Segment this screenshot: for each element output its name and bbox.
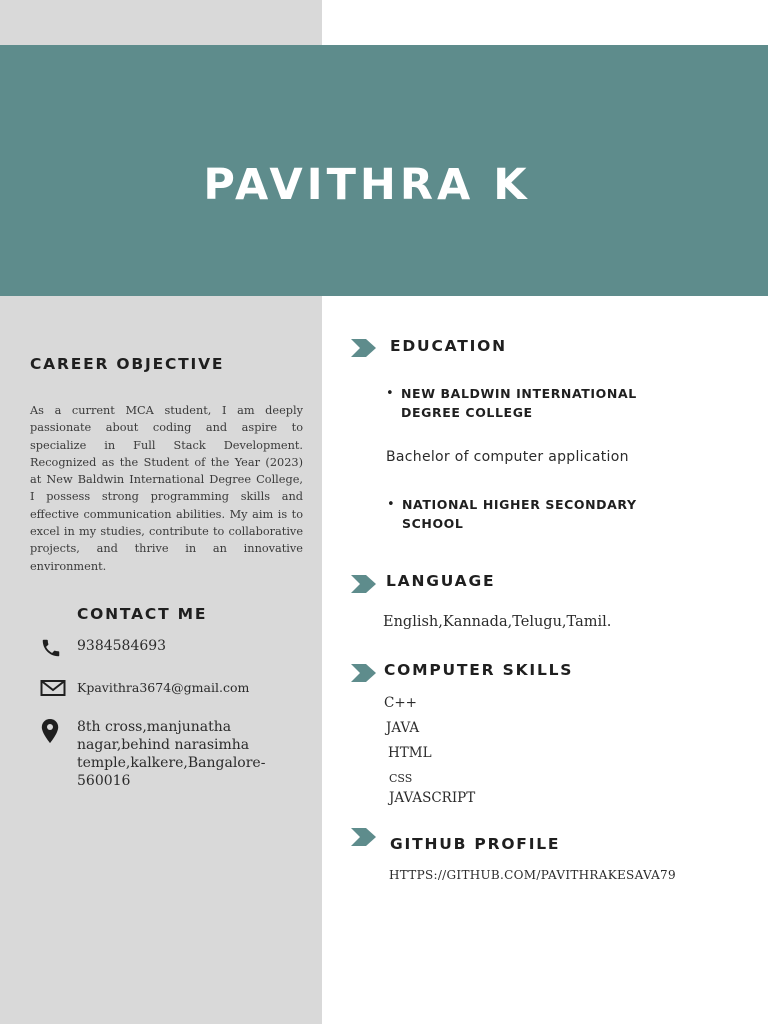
mail-icon xyxy=(40,678,62,700)
bullet-icon: • xyxy=(386,386,394,401)
bullet-icon: • xyxy=(387,497,395,512)
education-item-line: NEW BALDWIN INTERNATIONAL xyxy=(401,386,637,401)
chevron-arrow-icon xyxy=(351,339,377,357)
contact-heading: CONTACT ME xyxy=(77,605,208,623)
resume-name: PAVITHRA K xyxy=(203,160,531,210)
language-heading: LANGUAGE xyxy=(386,572,496,590)
career-objective-text: As a current MCA student, I am deeply passionate about coding and aspire to specialize in Full Stack Development. Recognized as the Student of the Year (2023) at New Baldwin International Degree College, I possess strong programming skills and effective communication abilities. My aim is to excel in my studies, contribute to collaborative projects, and thrive in an innovative environment. xyxy=(30,404,303,573)
email-address: Kpavithra3674@gmail.com xyxy=(77,680,250,695)
career-objective-heading: CAREER OBJECTIVE xyxy=(30,355,225,373)
skill-item: CSS xyxy=(389,772,413,785)
skill-item: JAVASCRIPT xyxy=(389,790,476,806)
location-pin-icon xyxy=(40,718,62,740)
skill-item: JAVA xyxy=(386,720,420,736)
education-item xyxy=(401,384,637,422)
education-item-line: DEGREE COLLEGE xyxy=(401,405,533,420)
github-heading: GITHUB PROFILE xyxy=(390,835,561,853)
address-line: 560016 xyxy=(77,773,131,789)
education-item-line: SCHOOL xyxy=(402,516,464,531)
education-heading: EDUCATION xyxy=(390,337,507,355)
chevron-arrow-icon xyxy=(351,664,377,682)
phone-icon xyxy=(40,637,62,659)
address-line: nagar,behind narasimha xyxy=(77,737,250,753)
phone-number: 9384584693 xyxy=(77,638,167,654)
address-line: 8th cross,manjunatha xyxy=(77,719,232,735)
education-item-line: NATIONAL HIGHER SECONDARY xyxy=(402,497,637,512)
address-line: temple,kalkere,Bangalore- xyxy=(77,755,266,771)
computer-skills-heading: COMPUTER SKILLS xyxy=(384,661,574,679)
chevron-arrow-icon xyxy=(351,575,377,593)
degree-text: Bachelor of computer application xyxy=(386,449,629,465)
address xyxy=(77,718,265,790)
languages-text: English,Kannada,Telugu,Tamil. xyxy=(383,614,612,630)
education-item xyxy=(402,495,637,533)
chevron-arrow-icon xyxy=(351,828,377,846)
skill-item: C++ xyxy=(384,695,417,711)
github-link[interactable]: HTTPS://GITHUB.COM/PAVITHRAKESAVA79 xyxy=(389,868,676,882)
skill-item: HTML xyxy=(388,745,432,761)
